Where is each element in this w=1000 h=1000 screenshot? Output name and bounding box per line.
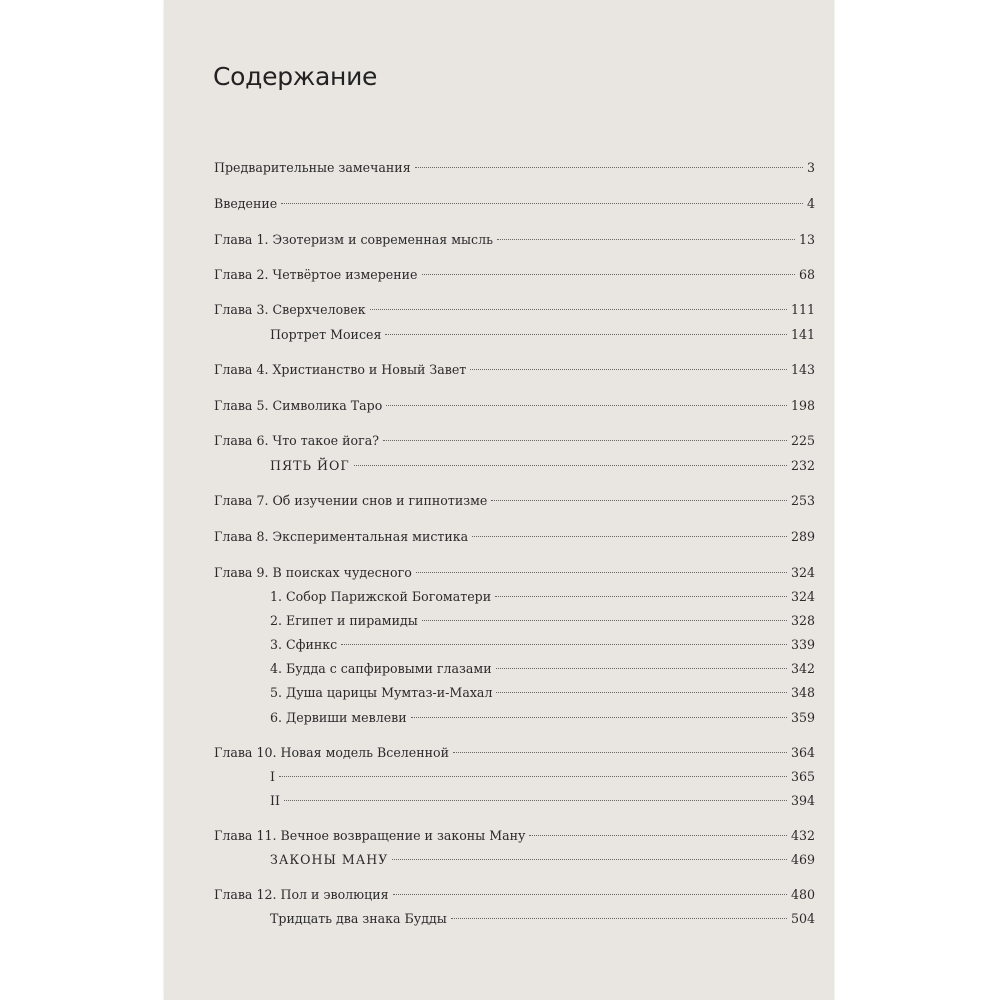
toc-entry-title: II: [270, 793, 280, 808]
toc-entry-page: 3: [806, 160, 815, 175]
toc-entry-page: 328: [790, 613, 815, 628]
toc-entry-page: 13: [798, 232, 815, 247]
toc-entry-title: Глава 4. Христианство и Новый Завет: [214, 362, 467, 377]
toc-entry-page: 339: [790, 637, 815, 652]
dot-leader: [496, 668, 787, 669]
toc-subentry: [270, 635, 815, 655]
toc-subentry: [270, 611, 815, 631]
toc-entry-page: 469: [790, 852, 815, 867]
toc-entry-title: I: [270, 769, 275, 784]
toc-entry-page: 324: [790, 589, 815, 604]
toc-entry-page: 141: [790, 327, 815, 342]
dot-leader: [472, 536, 787, 537]
toc-entry: [214, 300, 815, 320]
toc-entry-page: 364: [790, 745, 815, 760]
toc-entry-title: Портрет Моисея: [270, 327, 382, 342]
toc-entry-title: 3. Сфинкс: [270, 637, 338, 652]
toc-entry-title: Глава 10. Новая модель Вселенной: [214, 745, 450, 760]
toc-entry-title: Глава 11. Вечное возвращение и законы Ману: [214, 828, 526, 843]
toc-entry-title: Введение: [214, 196, 278, 211]
dot-leader: [497, 239, 795, 240]
toc-entry-page: 198: [790, 398, 815, 413]
dot-leader: [354, 465, 787, 466]
toc-entry-title: 2. Египет и пирамиды: [270, 613, 418, 628]
toc-entry-title: ЗАКОНЫ МАНУ: [270, 852, 389, 867]
toc-entry-page: 225: [790, 433, 815, 448]
toc-subentry: [270, 767, 815, 787]
dot-leader: [393, 894, 787, 895]
toc-entry-page: 394: [790, 793, 815, 808]
toc-entry: [214, 885, 815, 905]
toc-entry-title: 6. Дервиши мевлеви: [270, 710, 407, 725]
dot-leader: [385, 334, 787, 335]
toc-subentry: [270, 325, 815, 345]
toc-subentry: [270, 659, 815, 679]
dot-leader: [496, 692, 787, 693]
toc-entry-page: 143: [790, 362, 815, 377]
toc-entry-page: 4: [806, 196, 815, 211]
toc-entry-page: 253: [790, 493, 815, 508]
toc-entry-title: 4. Будда с сапфировыми глазами: [270, 661, 492, 676]
dot-leader: [422, 620, 787, 621]
dot-leader: [279, 776, 787, 777]
toc-entry-title: Глава 2. Четвёртое измерение: [214, 267, 418, 282]
toc-entry-page: 324: [790, 565, 815, 580]
toc-entry: [214, 826, 815, 846]
toc-entry: [214, 431, 815, 451]
toc-entry-title: Глава 9. В поисках чудесного: [214, 565, 412, 580]
toc-entry-title: Глава 6. Что такое йога?: [214, 433, 379, 448]
dot-leader: [386, 405, 787, 406]
toc-entry-page: 480: [790, 887, 815, 902]
toc-subentry: [270, 850, 815, 870]
dot-leader: [491, 500, 787, 501]
dot-leader: [370, 309, 787, 310]
toc-entry-page: 432: [790, 828, 815, 843]
toc-entry-title: Тридцать два знака Будды: [270, 911, 447, 926]
toc-entry-page: 342: [790, 661, 815, 676]
toc-subentry: [270, 708, 815, 728]
toc-subentry: [270, 587, 815, 607]
toc-entry-title: Глава 5. Символика Таро: [214, 398, 383, 413]
toc-entry-page: 68: [798, 267, 815, 282]
dot-leader: [495, 596, 787, 597]
toc-entry-title: Глава 1. Эзотеризм и современная мысль: [214, 232, 493, 247]
toc-entry-page: 232: [790, 458, 815, 473]
toc-entry: [214, 527, 815, 547]
toc-entry-title: Предварительные замечания: [214, 160, 411, 175]
dot-leader: [415, 167, 803, 168]
toc-entry-page: 365: [790, 769, 815, 784]
dot-leader: [470, 369, 787, 370]
dot-leader: [422, 274, 795, 275]
toc-entry-page: 289: [790, 529, 815, 544]
toc-subentry: [270, 791, 815, 811]
toc-entry: [214, 491, 815, 511]
toc-entry: [214, 563, 815, 583]
page-title: Содержание: [213, 62, 378, 91]
toc-subentry: [270, 909, 815, 929]
dot-leader: [411, 717, 787, 718]
dot-leader: [284, 800, 787, 801]
toc-entry: [214, 396, 815, 416]
toc-entry-title: Глава 7. Об изучении снов и гипнотизме: [214, 493, 488, 508]
toc-subentry: [270, 683, 815, 703]
dot-leader: [416, 572, 787, 573]
dot-leader: [451, 918, 787, 919]
dot-leader: [281, 203, 803, 204]
toc-entry-page: 111: [790, 302, 815, 317]
toc-entry: [214, 265, 815, 285]
toc-entry: [214, 360, 815, 380]
toc-entry-page: 504: [790, 911, 815, 926]
toc-entry-page: 348: [790, 685, 815, 700]
dot-leader: [392, 859, 787, 860]
toc-entry-title: ПЯТЬ ЙОГ: [270, 458, 350, 473]
toc-entry: [214, 743, 815, 763]
toc-entry-title: Глава 8. Экспериментальная мистика: [214, 529, 469, 544]
toc-entry: [214, 194, 815, 214]
toc-subentry: [270, 456, 815, 476]
dot-leader: [529, 835, 787, 836]
toc-entry-page: 359: [790, 710, 815, 725]
dot-leader: [453, 752, 787, 753]
toc-entry-title: Глава 3. Сверхчеловек: [214, 302, 366, 317]
toc-entry-title: Глава 12. Пол и эволюция: [214, 887, 389, 902]
dot-leader: [341, 644, 787, 645]
toc-entry: [214, 230, 815, 250]
dot-leader: [383, 440, 787, 441]
toc-entry-title: 1. Собор Парижской Богоматери: [270, 589, 492, 604]
toc-entry: [214, 158, 815, 178]
toc-entry-title: 5. Душа царицы Мумтаз-и-Махал: [270, 685, 493, 700]
